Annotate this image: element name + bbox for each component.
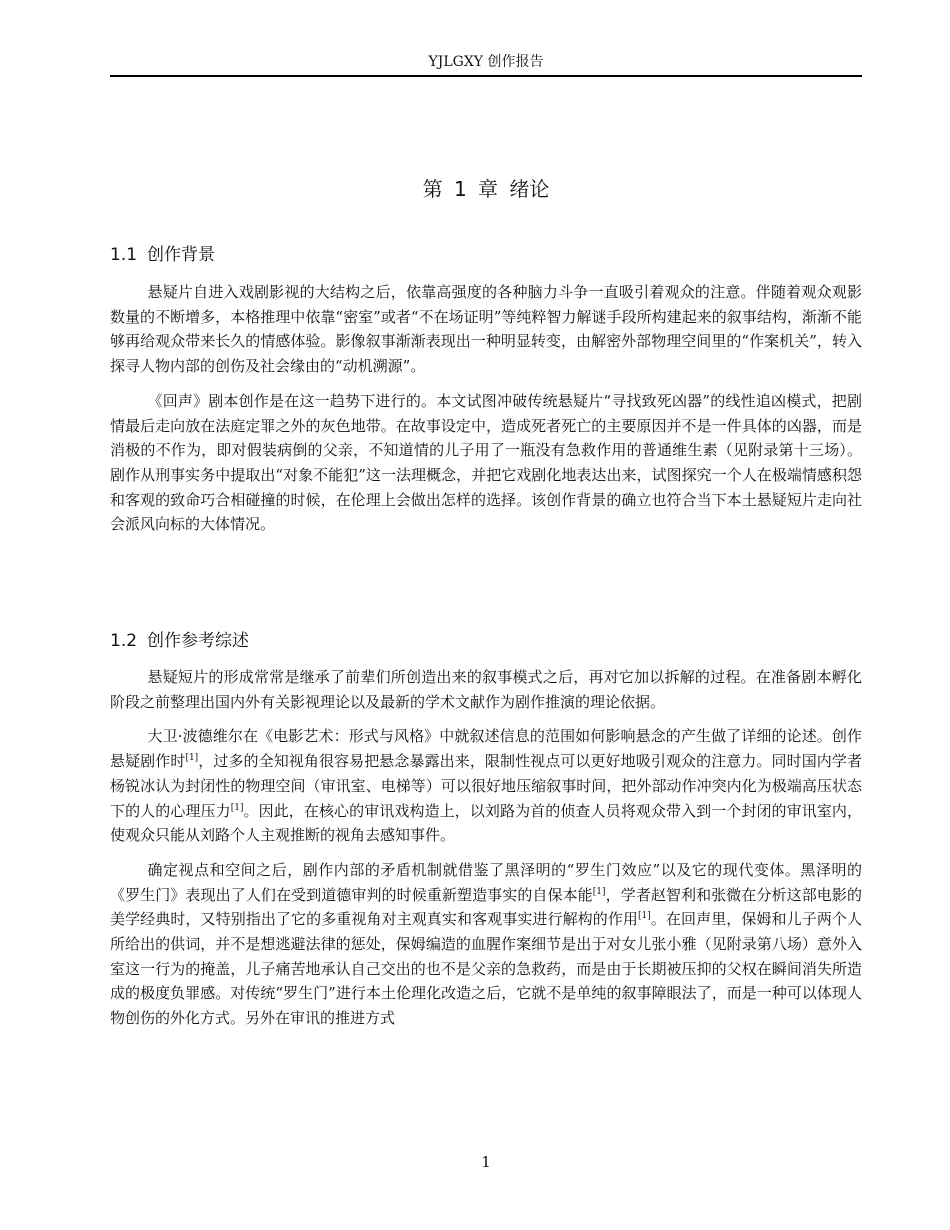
paragraph-text: 。在回声里，保姆和儿子两个人所给出的供词，并不是想逃避法律的惩处，保姆编造的血腥作案细节是出于对女儿张小雅（见附录第八场）意外入室这一行为的掩盖，儿子痛苦地承认自己交出的也不是父亲的急救药，而是由于长期被压抑的父权在瞬间消失所造成的极度负罪感。对传统“罗生门”进行本土伦理化改造之后，它就不是单纯的叙事障眼法了，而是一种可以体现人物创伤的外化方式。另外在审讯的推进方式: [110, 910, 862, 1028]
header-rule: [110, 75, 862, 77]
body-paragraph: [110, 665, 862, 714]
paragraph-text: ，过多的全知视角很容易把悬念暴露出来，限制性视点可以更好地吸引观众的注意力。同时国内学者杨锐冰认为封闭性的物理空间（审讯室、电梯等）可以很好地压缩叙事时间，把外部动作冲突内化为极端高压状态下的人的心理压力: [110, 752, 862, 820]
section-number: 1.1: [110, 245, 138, 265]
chapter-title: 第 1 章 绪论: [422, 177, 550, 201]
paragraph-text: 大卫·波德维尔在《电影艺术：形式与风格》中就叙述信息的范围如何影响悬念的产生做了详细的论述。创作悬疑剧作时: [110, 727, 862, 771]
section-heading-1-2: [110, 628, 862, 654]
paragraph-text: 《回声》剧本创作是在这一趋势下进行的。本文试图冲破传统悬疑片“寻找致死凶器”的线性追凶模式，把剧情最后走向放在法庭定罪之外的灰色地带。在故事设定中，造成死者死亡的主要原因并不是一件具体的凶器，而是消极的不作为，即对假装病倒的父亲，不知道情的儿子用了一瓶没有急救作用的普通维生素（见附录第十三场）。剧作从刑事实务中提取出“对象不能犯”这一法理概念，并把它戏剧化地表达出来，试图探究一个人在极端情感积怨和客观的致命巧合相碰撞的时候，在伦理上会做出怎样的选择。该创作背景的确立也符合当下本土悬疑短片走向社会派风向标的大体情况。: [110, 391, 862, 534]
citation-marker: [1]: [592, 886, 606, 897]
section-body-1-1: [110, 280, 862, 547]
paragraph-text: 悬疑片自进入戏剧影视的大结构之后，依靠高强度的各种脑力斗争一直吸引着观众的注意。伴随着观众观影数量的不断增多，本格推理中依靠“密室”或者“不在场证明”等纯粹智力解谜手段所构建起来的叙事结构，渐渐不能够再给观众带来长久的情感体验。影像叙事渐渐表现出一种明显转变，由解密外部物理空间里的“作案机关”，转入探寻人物内部的创伤及社会缘由的“动机溯源”。: [110, 283, 862, 376]
page-number: 1: [481, 1153, 491, 1171]
citation-marker: [1]: [638, 911, 651, 922]
paragraph-text: 。因此，在核心的审讯戏构造上，以刘路为首的侦查人员将观众带入到一个封闭的审讯室内，使观众只能从刘路个人主观推断的视角去感知事件。: [110, 801, 862, 845]
paragraph-text: 悬疑短片的形成常常是继承了前辈们所创造出来的叙事模式之后，再对它加以拆解的过程。在准备剧本孵化阶段之前整理出国内外有关影视理论以及最新的学术文献作为剧作推演的理论依据。: [110, 668, 862, 711]
body-paragraph: [110, 389, 862, 537]
citation-marker: [1]: [230, 802, 244, 813]
paragraph-text: ，学者赵智利和张微在分析这部电影的美学经典时，又特别指出了它的多重视角对主观真实和客观事实进行解构的作用: [110, 885, 862, 929]
section-title: 创作参考综述: [147, 631, 250, 651]
section-number: 1.2: [110, 631, 138, 651]
paragraph-text: 确定视点和空间之后，剧作内部的矛盾机制就借鉴了黑泽明的“罗生门效应”以及它的现代变体。黑泽明的《罗生门》表现出了人们在受到道德审判的时候重新塑造事实的自保本能: [110, 860, 862, 904]
body-paragraph: [110, 724, 862, 848]
running-header: YJLGXY 创作报告: [428, 54, 544, 70]
section-body-1-2: [110, 665, 862, 1041]
section-heading-1-1: [110, 242, 862, 268]
body-paragraph: [110, 858, 862, 1031]
section-title: 创作背景: [147, 245, 216, 265]
citation-marker: [1]: [185, 753, 199, 764]
body-paragraph: [110, 280, 862, 379]
